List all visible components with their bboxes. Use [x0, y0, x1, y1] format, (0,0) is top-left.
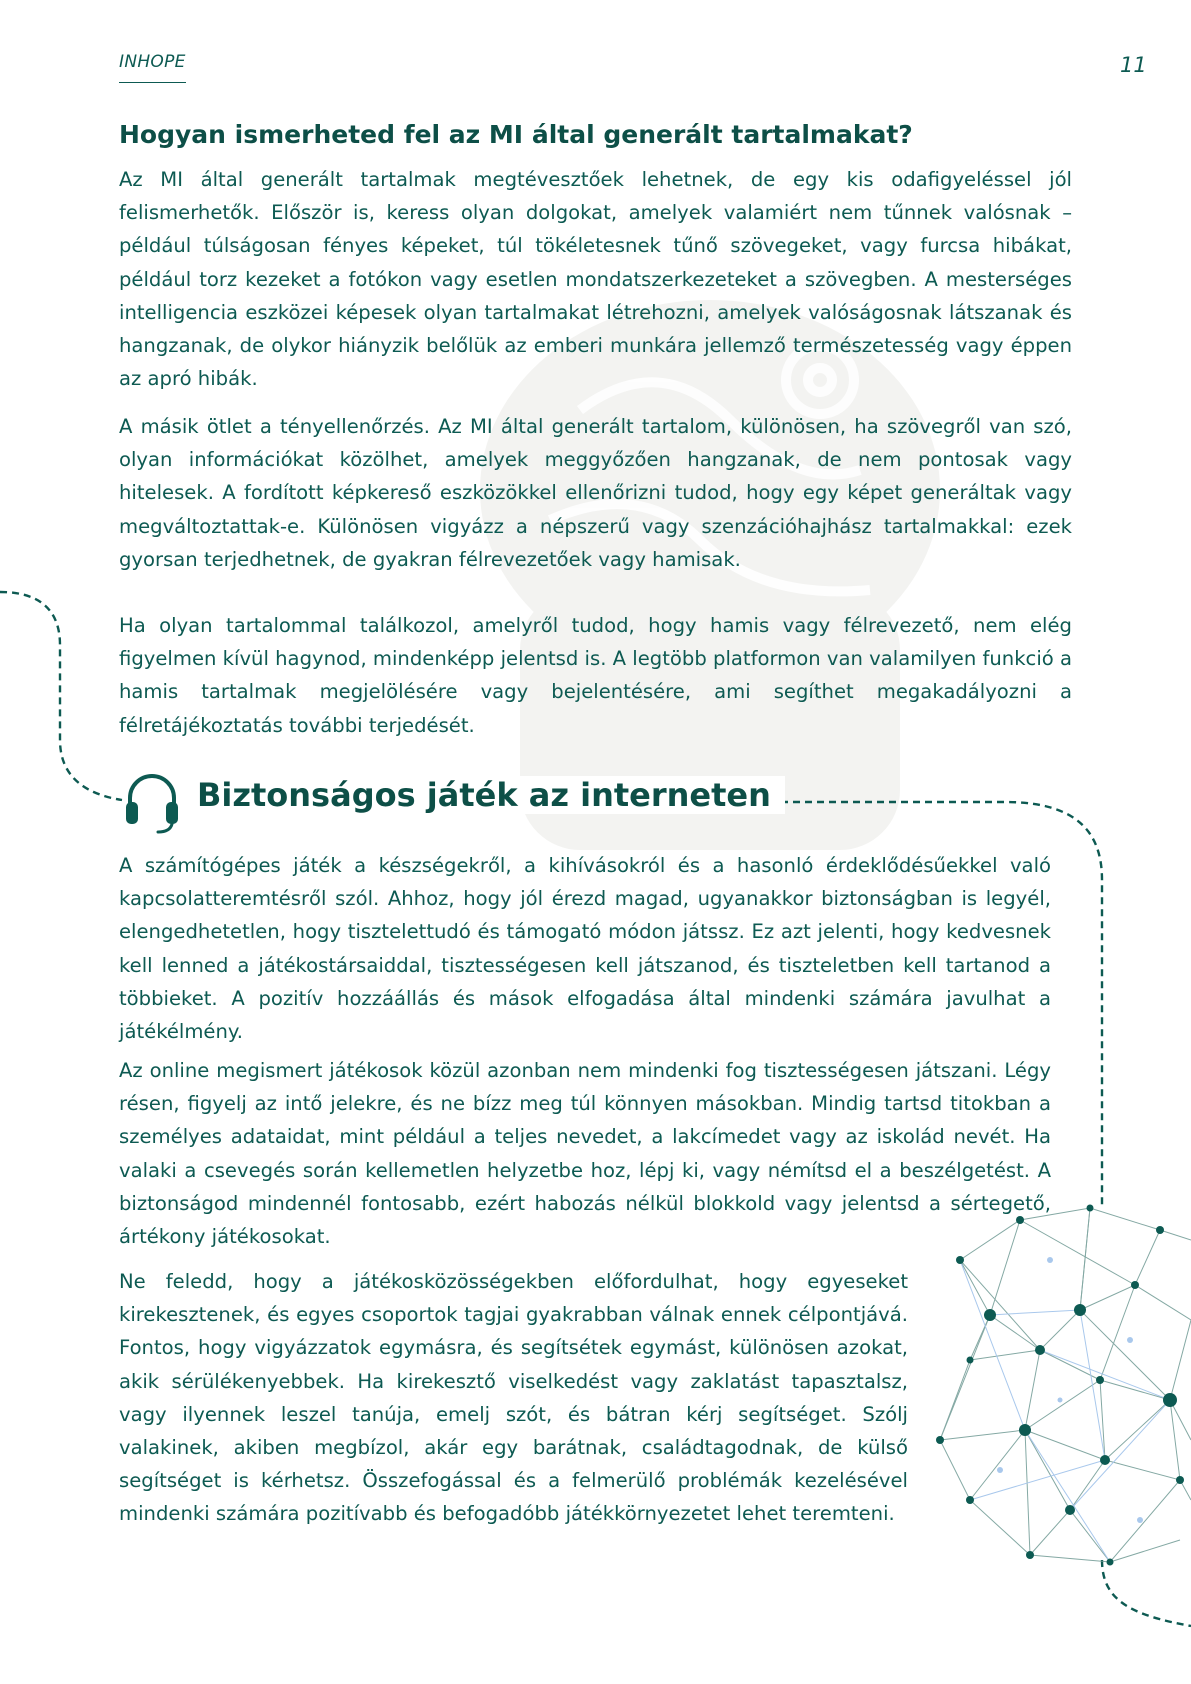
section1-paragraph-2-block	[119, 410, 1072, 576]
section2-paragraph: A számítógépes játék a készségekről, a kihívásokról és a hasonló érdeklődésűekkel való kapcsolatteremtésről szól. Ahhoz, hogy jól érezd magad, ugyanakkor biztonságban is legyél, elengedhetetlen, hogy tisztelettudó és támogató módon játssz. Ez azt jelenti, hogy kedvesnek kell lenned a játékostársaiddal, tisztességesen kell játszanod, és tiszteletben kell tartanod a többieket. A pozitív hozzáállás és mások elfogadása által mindenki számára javulhat a játékélmény.	[119, 854, 1051, 1044]
headphones-icon	[122, 768, 182, 834]
page-number: 11	[1120, 53, 1147, 77]
section2-paragraph-1-block	[119, 849, 1051, 1048]
section1-paragraph: Az MI által generált tartalmak megtévesztőek lehetnek, de egy kis odafigyeléssel jól felismerhetők. Először is, keress olyan dolgokat, amelyek valamiért nem tűnnek valósnak – például túlságosan fényes képeket, túl tökéletesnek tűnő szövegeket, vagy furcsa hibákat, például torz kezeket a fotókon vagy esetlen mondatszerkezeteket a szövegben. A mesterséges intelligencia eszközei képesek olyan tartalmakat létrehozni, amelyek valóságosnak látszanak és hangzanak, de olykor hiányzik belőlük az emberi munkára jellemző természetesség vagy éppen az apró hibák.	[119, 168, 1072, 391]
network-globe-illustration	[930, 1200, 1191, 1570]
section1-paragraph-3-block	[119, 609, 1072, 742]
section2-paragraph-3-block	[119, 1265, 908, 1531]
section1-paragraph: A másik ötlet a tényellenőrzés. Az MI által generált tartalom, különösen, ha szövegről van szó, olyan információkat közölhet, amelyek meggyőzően hangzanak, de nem pontosak vagy hitelesek. A fordított képkereső eszközökkel ellenőrizni tudod, hogy egy képet generáltak vagy megváltoztattak-e. Különösen vigyázz a népszerű vagy szenzációhajhász tartalmakkal: ezek gyorsan terjedhetnek, de gyakran félrevezetőek vagy hamisak.	[119, 415, 1072, 571]
header-label: INHOPE	[119, 52, 186, 83]
section-title-safe-gaming: Biztonságos játék az interneten	[197, 776, 785, 814]
section-title-ai-content: Hogyan ismerheted fel az MI által generált tartalmakat?	[119, 120, 913, 149]
section2-paragraph: Ne feledd, hogy a játékosközösségekben előfordulhat, hogy egyeseket kirekesztenek, és egyes csoportok tagjai gyakrabban válnak ennek célpontjává. Fontos, hogy vigyázzatok egymásra, és segítsétek egymást, különösen azokat, akik sérülékenyebbek. Ha kirekesztő viselkedést vagy zaklatást tapasztalsz, vagy ilyennek leszel tanúja, emelj szót, és bátran kérj segítséget. Szólj valakinek, akiben megbízol, akár egy barátnak, családtagodnak, de külső segítséget is kérhetsz. Összefogással és a felmerülő problémák kezelésével mindenki számára pozitívabb és befogadóbb játékkörnyezetet lehet teremteni.	[119, 1270, 908, 1526]
section1-paragraph-1-block	[119, 163, 1072, 395]
section2-paragraph-2-block	[119, 1054, 1051, 1253]
section1-paragraph: Ha olyan tartalommal találkozol, amelyről tudod, hogy hamis vagy félrevezető, nem elég figyelmen kívül hagynod, mindenképp jelentsd is. A legtöbb platformon van valamilyen funkció a hamis tartalmak megjelölésére vagy bejelentésére, ami segíthet megakadályozni a félretájékoztatás további terjedését.	[119, 614, 1072, 737]
section2-paragraph: Az online megismert játékosok közül azonban nem mindenki fog tisztességesen játszani. Légy résen, figyelj az intő jelekre, és ne bízz meg túl könnyen másokban. Mindig tartsd titokban a személyes adataidat, mint például a teljes nevedet, a lakcímedet vagy az iskolád nevét. Ha valaki a csevegés során kellemetlen helyzetbe hoz, lépj ki, vagy némítsd el a beszélgetést. A biztonságod mindennél fontosabb, ezért habozás nélkül blokkold vagy jelentsd a sértegető, ártékony játékosokat.	[119, 1059, 1051, 1249]
